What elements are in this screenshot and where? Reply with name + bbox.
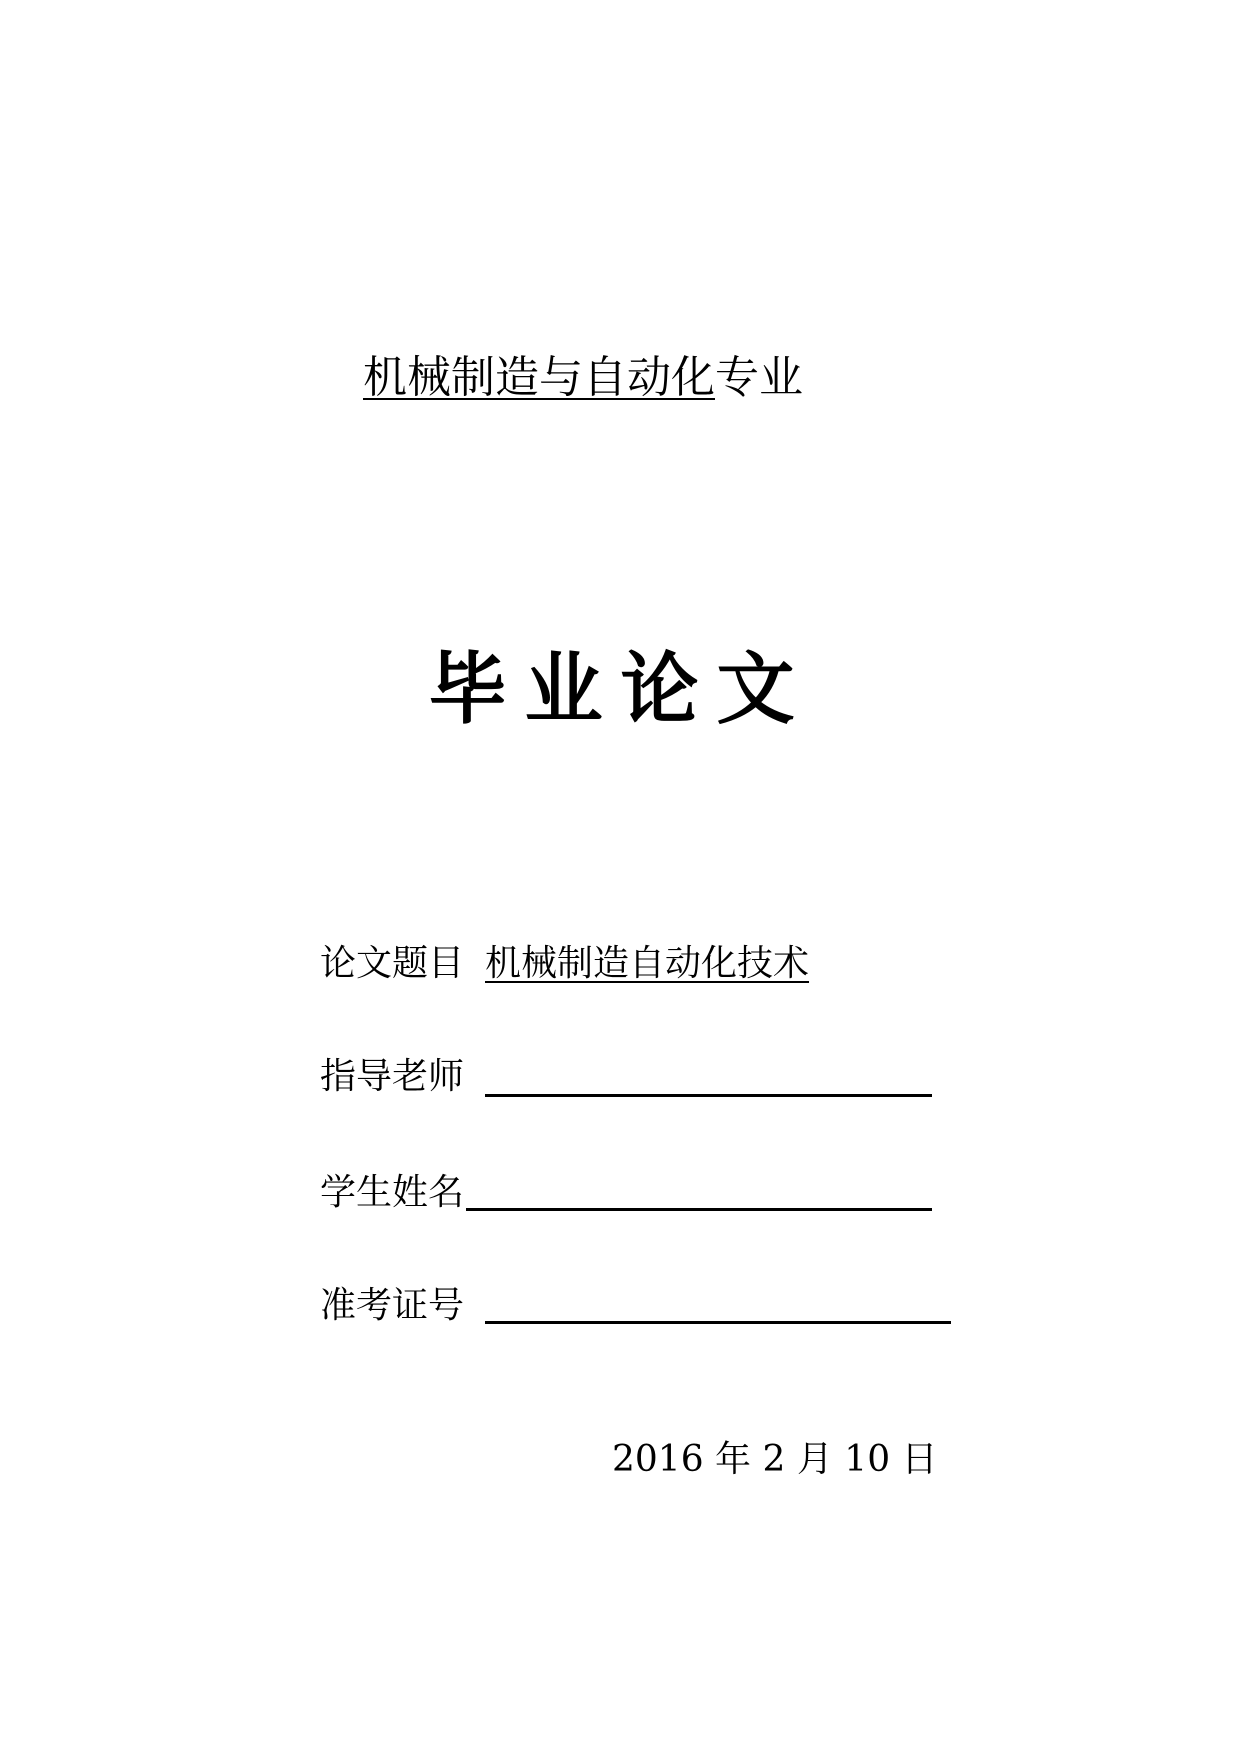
document-title: 毕业论文 bbox=[428, 645, 813, 735]
advisor-label: 指导老师 bbox=[320, 1056, 465, 1097]
student-name-label: 学生姓名 bbox=[320, 1172, 465, 1213]
major-suffix: 专业 bbox=[715, 352, 803, 403]
exam-id-blank bbox=[485, 1321, 951, 1324]
advisor-blank bbox=[485, 1094, 932, 1097]
thesis-title-label: 论文题目 bbox=[320, 943, 465, 984]
submission-date: 2016 年 2 月 10 日 bbox=[612, 1439, 938, 1480]
student-name-blank bbox=[466, 1208, 932, 1211]
thesis-title-value: 机械制造自动化技术 bbox=[485, 943, 810, 984]
exam-id-label: 准考证号 bbox=[320, 1285, 465, 1326]
major-heading bbox=[363, 348, 963, 408]
major-name: 机械制造与自动化 bbox=[363, 352, 715, 403]
